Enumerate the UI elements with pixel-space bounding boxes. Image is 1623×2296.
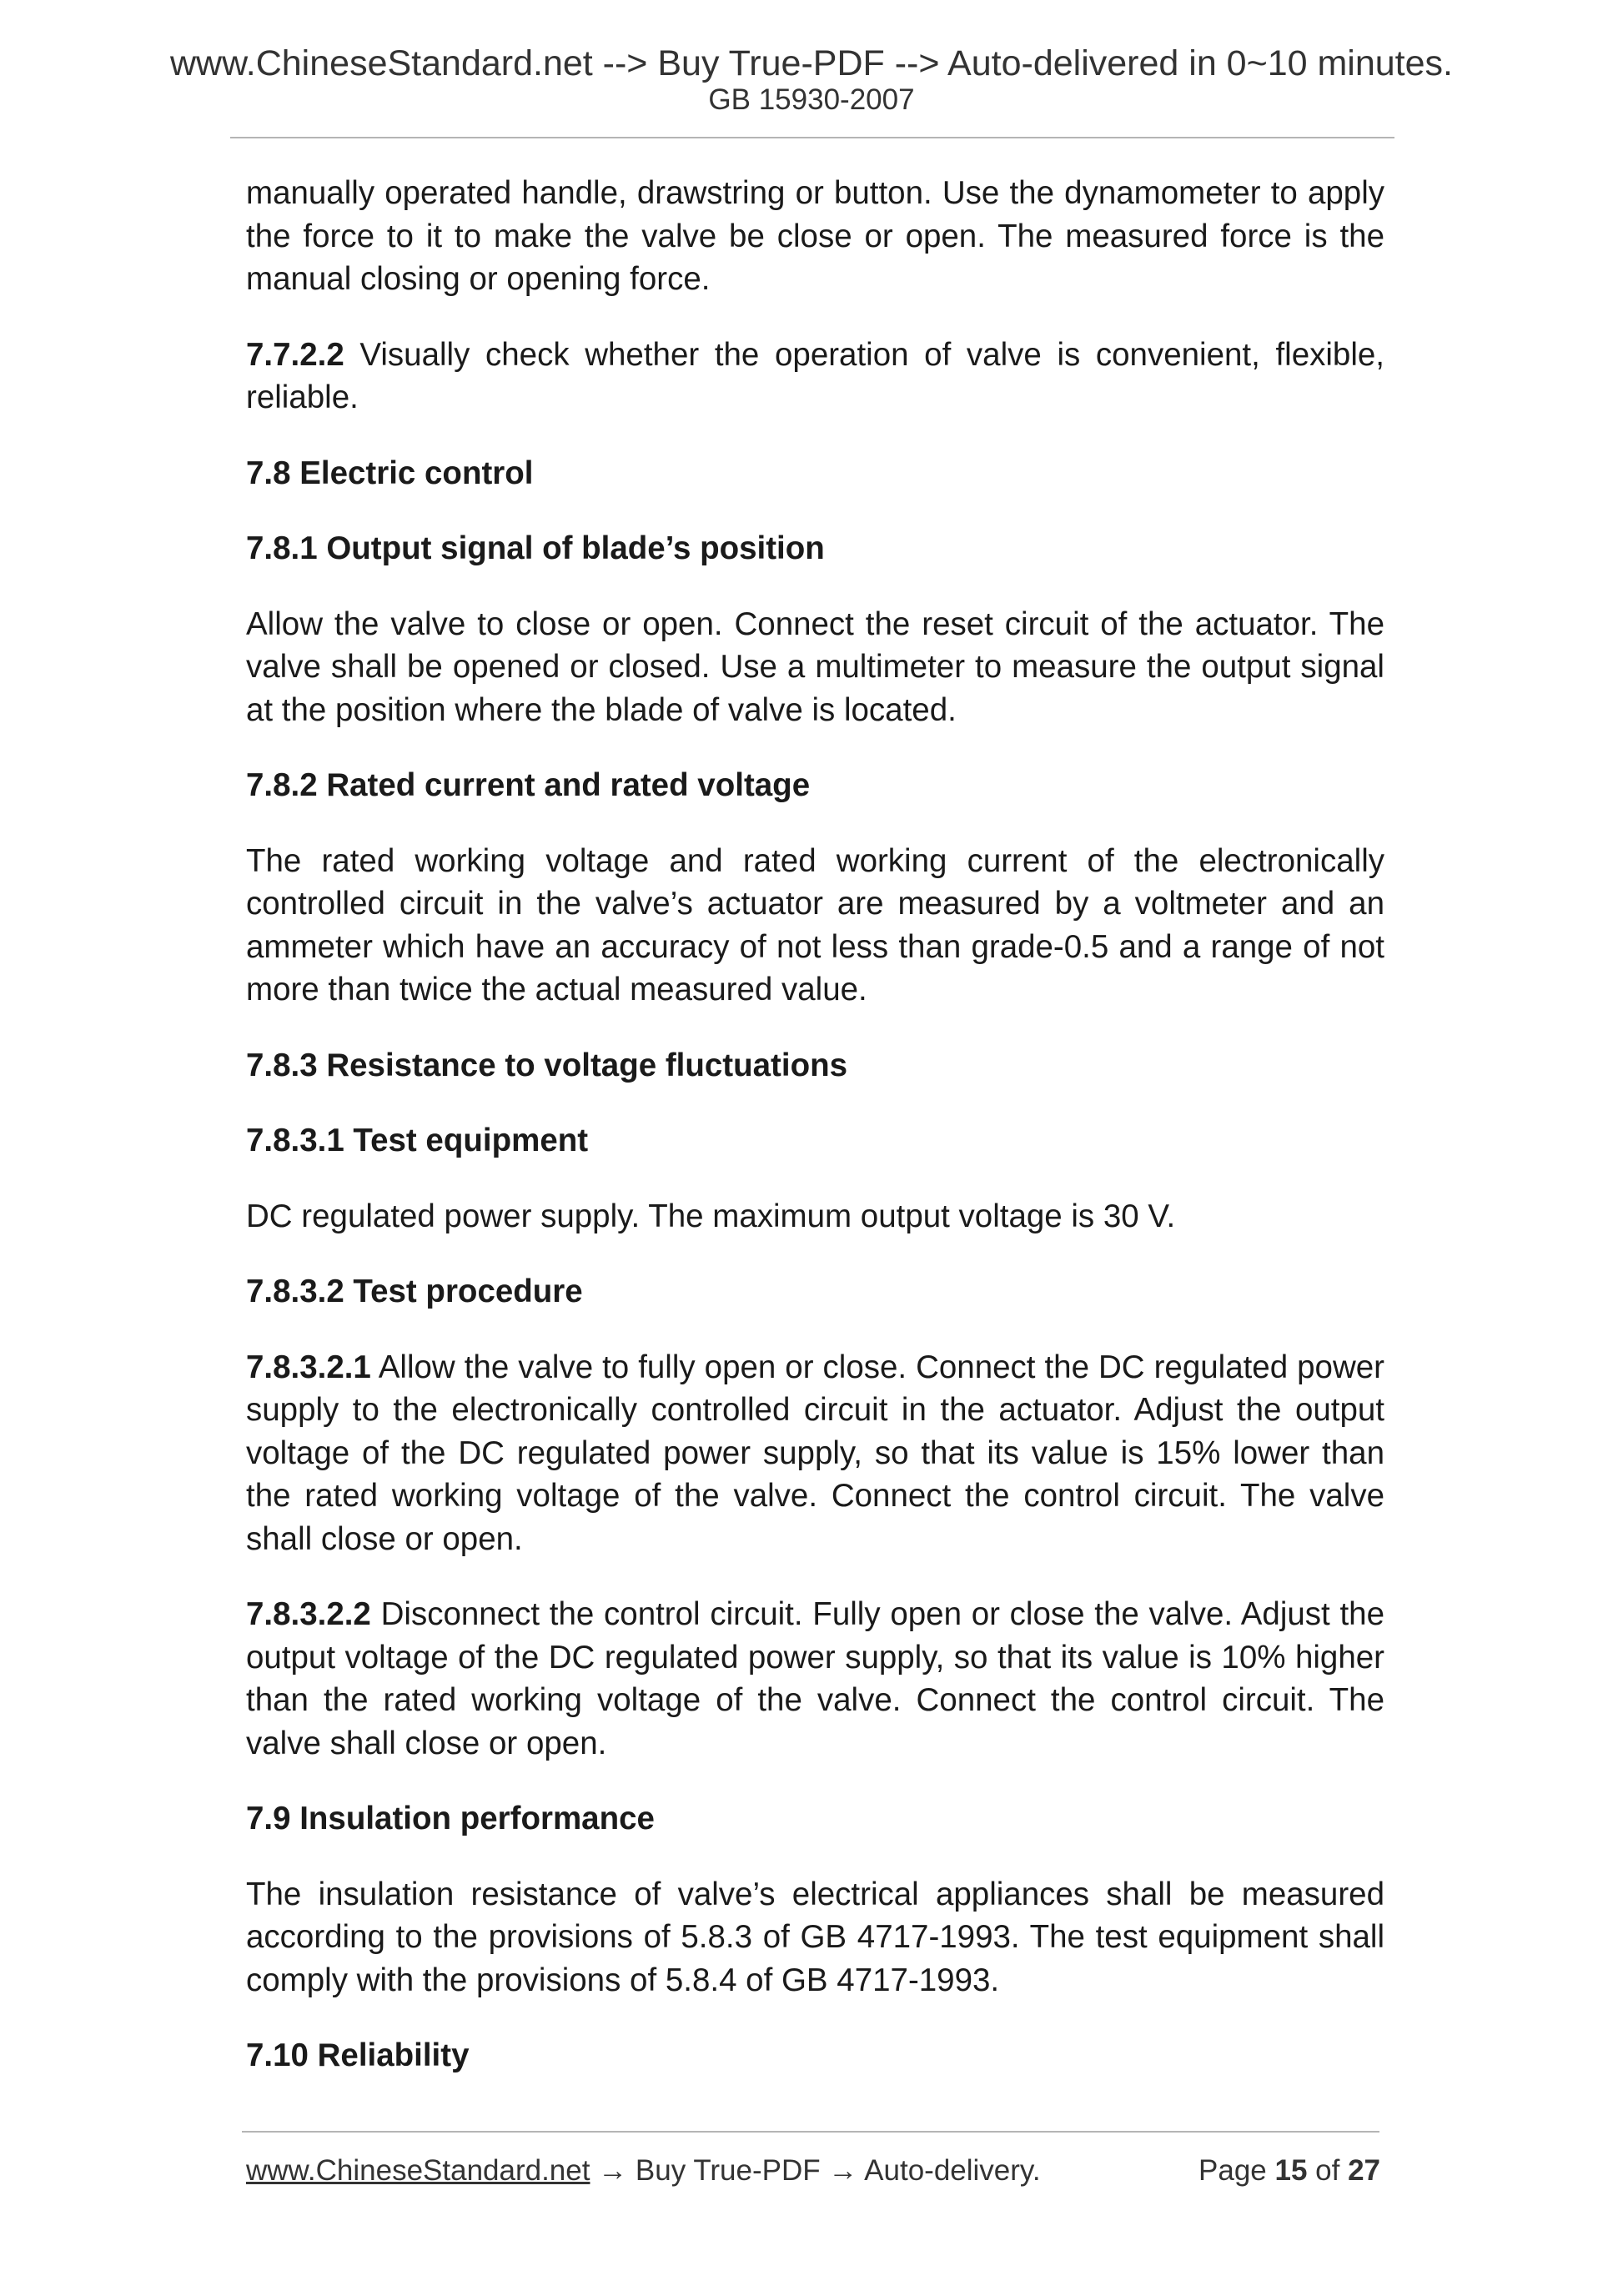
paragraph-7-9: The insulation resistance of valve’s electrical appliances shall be measured according to the provisions of 5.8.3 of GB 4717-1993. The test equipment shall comply with the provisions of 5.8.4 of GB 4717-1993. [246, 1876, 1384, 1998]
clause-number: 7.8.3.2.2 [246, 1596, 371, 1632]
top-banner: www.ChineseStandard.net --> Buy True-PDF --> Auto-delivered in 0~10 minutes. [169, 43, 1453, 83]
of-label: of [1307, 2154, 1349, 2187]
heading-7-8-2: 7.8.2 Rated current and rated voltage [246, 767, 811, 803]
header-divider [230, 137, 1394, 138]
clause-7-8-3-2-2 [246, 1593, 1384, 1765]
page-footer [246, 2154, 1380, 2188]
heading-7-8-3: 7.8.3 Resistance to voltage fluctuations [246, 1047, 848, 1083]
clause-text: Disconnect the control circuit. Fully open or close the valve. Adjust the output voltage of the DC regulated power supply, so that its value is 10% higher than the rated working voltage of the valve. Connect the control circuit. The valve shall close or open. [246, 1596, 1384, 1761]
footer-divider [242, 2131, 1379, 2133]
paragraph-7-8-1: Allow the valve to close or open. Connect the reset circuit of the actuator. The valve shall be opened or closed. Use a multimeter to measure the output signal at the position where the blade of valve is located. [246, 605, 1384, 728]
page-number [1198, 2154, 1380, 2188]
heading-7-10: 7.10 Reliability [246, 2037, 470, 2073]
clause-number: 7.8.3.2.1 [246, 1349, 371, 1385]
clause-7-7-2-2 [246, 334, 1384, 420]
document-code: GB 15930-2007 [708, 83, 915, 116]
clause-7-8-3-2-1 [246, 1346, 1384, 1561]
paragraph-manual-force: manually operated handle, drawstring or button. Use the dynamometer to apply the force to it to make the valve be close or open. The measured force is the manual closing or opening force. [246, 175, 1384, 297]
heading-7-9: 7.9 Insulation performance [246, 1801, 655, 1836]
heading-7-8-1: 7.8.1 Output signal of blade’s position [246, 530, 825, 566]
heading-7-8-3-1: 7.8.3.1 Test equipment [246, 1123, 589, 1158]
heading-7-8-3-2: 7.8.3.2 Test procedure [246, 1274, 583, 1309]
page-label: Page [1198, 2154, 1275, 2187]
paragraph-7-8-3-1: DC regulated power supply. The maximum output voltage is 30 V. [246, 1198, 1176, 1234]
total-pages: 27 [1348, 2154, 1380, 2187]
clause-text: Visually check whether the operation of valve is convenient, flexible, reliable. [246, 336, 1384, 415]
footer-link[interactable]: www.ChineseStandard.net [246, 2154, 590, 2187]
footer-text: → Buy True-PDF → Auto-delivery. [590, 2154, 1041, 2187]
clause-text: Allow the valve to fully open or close. Connect the DC regulated power supply to the electronically controlled circuit in the actuator. Adjust the output voltage of the DC regulated power supply, so that its value is 15% lower than the rated working voltage of the valve. Connect the control circuit. The valve shall close or open. [246, 1349, 1384, 1557]
paragraph-7-8-2: The rated working voltage and rated working current of the electronically controlled circuit in the valve’s actuator are measured by a voltmeter and an ammeter which have an accuracy of not less than grade-0.5 and a range of not more than twice the actual measured value. [246, 842, 1384, 1007]
heading-7-8: 7.8 Electric control [246, 455, 534, 491]
document-body [246, 172, 1384, 2110]
clause-number: 7.7.2.2 [246, 336, 344, 373]
current-page: 15 [1274, 2154, 1308, 2187]
